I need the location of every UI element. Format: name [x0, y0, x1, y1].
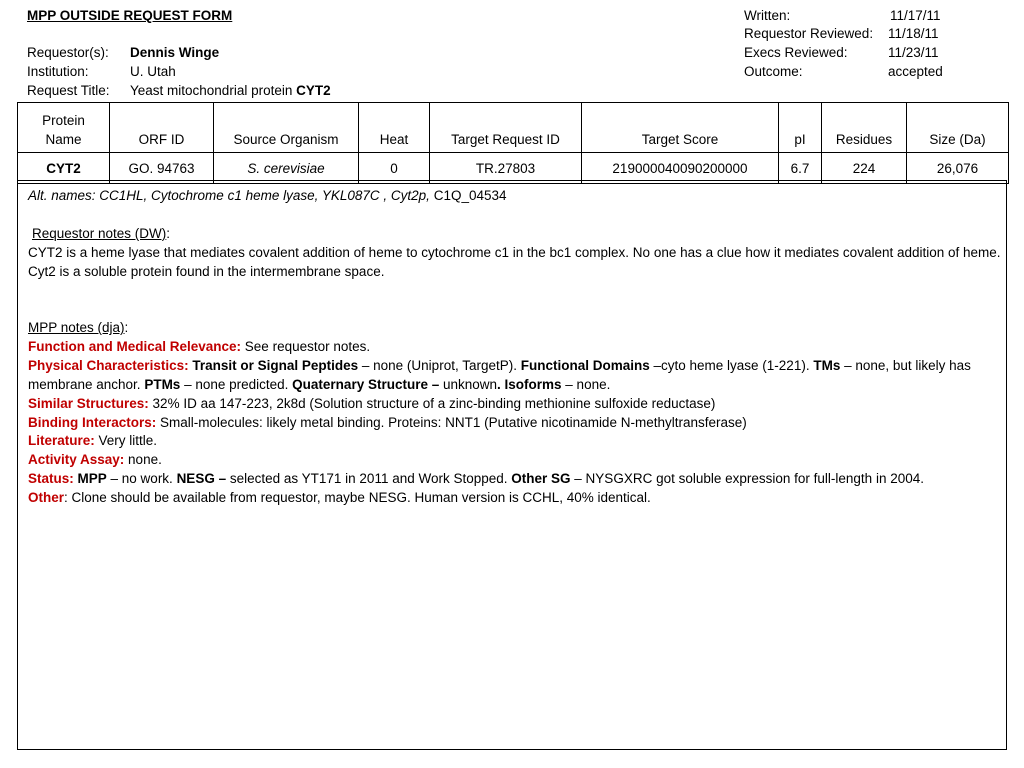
- execs-reviewed-label: Execs Reviewed:: [744, 45, 848, 60]
- mpp-notes-heading: MPP notes (dja):: [28, 320, 129, 335]
- requestor-notes-heading: Requestor notes (DW):: [32, 226, 171, 241]
- cell-pi: 6.7: [779, 153, 822, 184]
- protein-info-table: [17, 102, 1009, 184]
- institution-value: U. Utah: [130, 64, 176, 79]
- cell-source-organism: S. cerevisiae: [214, 153, 359, 184]
- col-header-heat: Heat: [359, 103, 430, 153]
- alt-names: Alt. names: CC1HL, Cytochrome c1 heme lyase, YKL087C , Cyt2p, C1Q_04534: [28, 188, 507, 203]
- other-notes: Other: Clone should be available from requestor, maybe NESG. Human version is CCHL, 40% identical.: [28, 490, 651, 505]
- function-relevance: Function and Medical Relevance: See requestor notes.: [28, 339, 371, 354]
- request-title-value: [130, 81, 331, 100]
- request-title-protein: CYT2: [296, 83, 331, 98]
- request-title-label: Request Title:: [27, 83, 110, 98]
- requestor-reviewed-value: 11/18/11: [888, 26, 939, 41]
- request-title-prefix: Yeast mitochondrial protein: [130, 83, 297, 98]
- notes-box: [17, 180, 1007, 750]
- requestor-reviewed-label: Requestor Reviewed:: [744, 26, 874, 41]
- cell-orf-id: GO. 94763: [110, 153, 214, 184]
- literature: Literature: Very little.: [28, 433, 158, 448]
- col-header-orf-id: ORF ID: [110, 103, 214, 153]
- requestor-label: Requestor(s):: [27, 45, 109, 60]
- form-title: MPP OUTSIDE REQUEST FORM: [27, 8, 233, 23]
- col-header-target-score: Target Score: [582, 103, 779, 153]
- requestor-notes-text: CYT2 is a heme lyase that mediates covalent addition of heme to cytochrome c1 in the bc1 complex. No one has a clue how it mediates covalent addition of heme. Cyt2 is a soluble protein found in the intermembrane space.: [28, 245, 1001, 279]
- table-header-row: [18, 103, 1009, 153]
- binding-interactors: Binding Interactors: Small-molecules: likely metal binding. Proteins: NNT1 (Putative nicotinamide N-methyltransferase): [28, 415, 747, 430]
- requestor-value: Dennis Winge: [130, 45, 220, 60]
- col-header-source-organism: Source Organism: [214, 103, 359, 153]
- col-header-size: Size (Da): [907, 103, 1009, 153]
- col-header-pi: pI: [779, 103, 822, 153]
- cell-protein-name: CYT2: [18, 153, 110, 184]
- cell-target-request-id: TR.27803: [430, 153, 582, 184]
- col-header-protein-name: Protein Name: [18, 103, 110, 153]
- outcome-value: accepted: [888, 64, 943, 79]
- activity-assay: Activity Assay: none.: [28, 452, 162, 467]
- outcome-label: Outcome:: [744, 64, 803, 79]
- written-label: Written:: [744, 8, 791, 23]
- cell-heat: 0: [359, 153, 430, 184]
- institution-label: Institution:: [27, 64, 89, 79]
- physical-characteristics: Physical Characteristics: Transit or Signal Peptides – none (Uniprot, TargetP). Functional Domains –cyto heme lyase (1-221). TMs – none, but likely has membrane anchor. PTMs – none predicted. Quaternary Structure – unknown. Isoforms – none.: [28, 358, 971, 392]
- written-value: 11/17/11: [890, 8, 941, 23]
- col-header-residues: Residues: [822, 103, 907, 153]
- cell-size: 26,076: [907, 153, 1009, 184]
- status: Status: MPP – no work. NESG – selected as YT171 in 2011 and Work Stopped. Other SG – NYSGXRC got soluble expression for full-length in 2004.: [28, 471, 924, 486]
- execs-reviewed-value: 11/23/11: [888, 45, 939, 60]
- similar-structures: Similar Structures: 32% ID aa 147-223, 2k8d (Solution structure of a zinc-binding methionine sulfoxide reductase): [28, 396, 716, 411]
- cell-residues: 224: [822, 153, 907, 184]
- table-row: [18, 153, 1009, 184]
- col-header-target-request-id: Target Request ID: [430, 103, 582, 153]
- cell-target-score: 219000040090200000: [582, 153, 779, 184]
